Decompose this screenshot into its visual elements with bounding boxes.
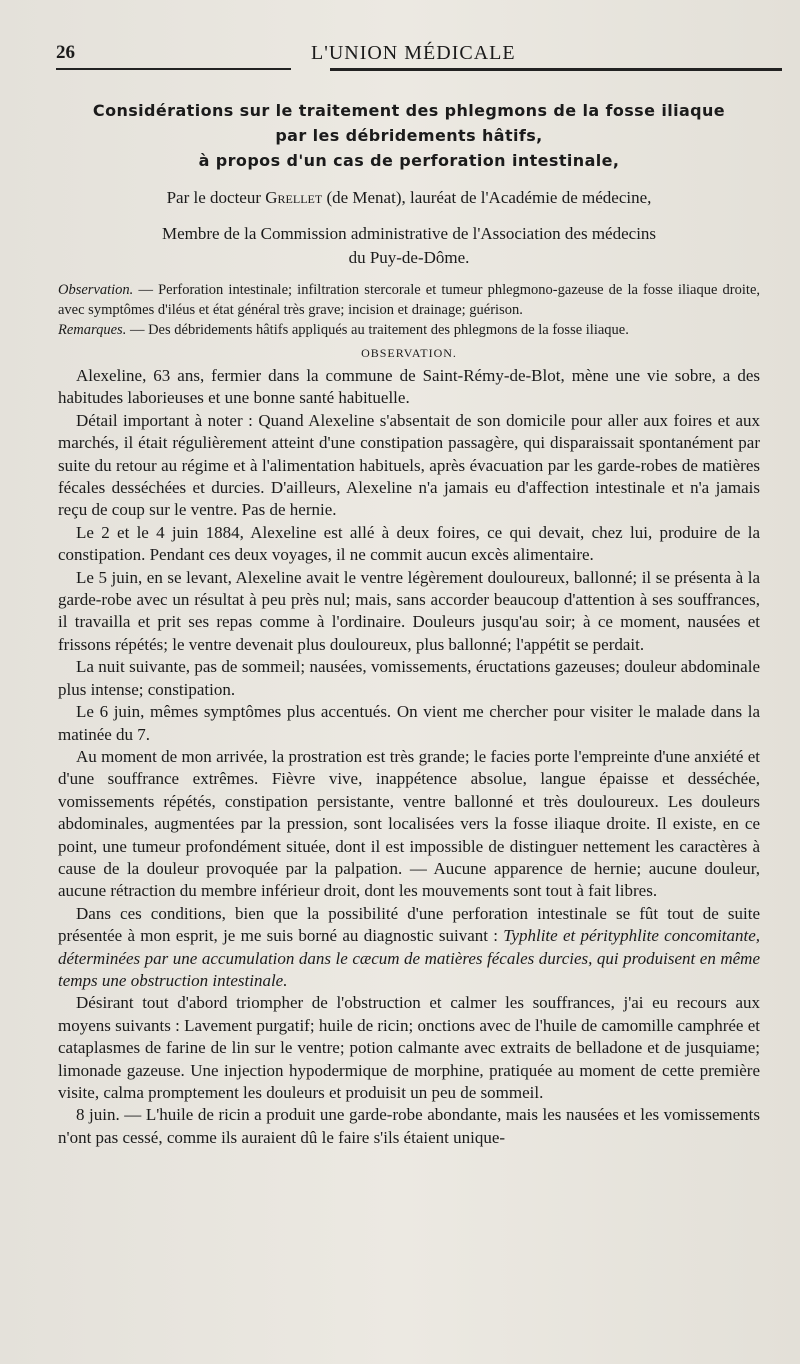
title-line: Considérations sur le traitement des phlegmons de la fosse iliaque [92,101,726,120]
membership-line: du Puy-de-Dôme. [348,248,470,267]
body-paragraph: Le 6 juin, mêmes symptômes plus accentués. On vient me chercher pour visiter le malade dans la matinée du 7. [58,702,760,744]
body-paragraph: Désirant tout d'abord triompher de l'obstruction et calmer les souffrances, j'ai eu recours aux moyens suivants : Lavement purgatif; huile de ricin; onctions avec de l'huile de camomille camphrée et cataplasmes de farine de lin sur le ventre; potion calmante avec extraits de belladone et de jusquiame; limonade gazeuse. Une injection hypodermique de morphine, pratiquée au moment de cette première visite, calma promptement les douleurs et produisit un peu de sommeil. [58,993,760,1102]
diagnosis-text: Dans ces conditions, bien que la possibilité d'une perforation intestinale se fût tout de suite présentée à mon esprit, je me suis borné au diagnostic suivant : [58,903,760,946]
byline-prefix: Par le docteur [166,188,266,207]
title-line: à propos d'un cas de perforation intestinale, [198,151,620,170]
diagnosis-italic: Typhlite et pérityphlite concomitante, déterminées par une accumulation dans le cæcum de matières fécales durcies, qui produisent en même temps une obstruction intestinale. [58,926,761,990]
title-line: par les débridements hâtifs, [275,126,543,145]
summary-remarques-lead: Remarques. [58,322,127,338]
author-membership [58,222,760,270]
author-name: Grellet [265,188,323,207]
summary-remarques [58,320,760,340]
summary-observation-text: — Perforation intestinale; infiltration stercorale et tumeur phlegmono-gazeuse de la fosse iliaque droite, avec symptômes d'iléus et état général très grave; incision et drainage; guérison. [58,282,760,318]
running-title: L'UNION MÉDICALE [311,42,516,64]
running-header [56,38,782,72]
header-rule-left [56,68,291,70]
summary-remarques-text: — Des débridements hâtifs appliqués au traitement des phlegmons de la fosse iliaque. [126,322,629,338]
article-title [58,98,760,173]
membership-line: Membre de la Commission administrative de l'Association des médecins [161,224,657,243]
header-rule-right [330,68,782,71]
body-paragraph: Au moment de mon arrivée, la prostration est très grande; le facies porte l'empreinte d'une anxiété et d'une souffrance extrêmes. Fièvre vive, inappétence absolue, langue épaisse et desséchée, vomissements répétés, constipation persistante, ventre ballonné et très douloureux. Les douleurs abdominales, augmentées par la pression, sont localisées vers la fosse iliaque droite. Il existe, en ce point, une tumeur profondément située, dont il est impossible de distinguer nettement les caractères à cause de la douleur provoquée par la palpation. — Aucune apparence de hernie; aucune douleur, aucune rétraction du membre inférieur droit, dont les mouvements sont tout à fait libres. [58,746,760,901]
body-paragraph: 8 juin. — L'huile de ricin a produit une garde-robe abondante, mais les nausées et les vomissements n'ont pas cessé, comme ils auraient dû le faire s'ils étaient unique- [58,1105,760,1147]
body-paragraph: Alexeline, 63 ans, fermier dans la commune de Saint-Rémy-de-Blot, mène une vie sobre, a des habitudes laborieuses et une bonne santé habituelle. [58,366,760,408]
byline [58,185,760,210]
body-paragraph: Détail important à noter : Quand Alexeline s'absentait de son domicile pour aller aux foires et aux marchés, il était régulièrement atteint d'une constipation passagère, qui disparaissait spontanément par suite du retour au régime et à l'alimentation habituels, après évacuation par les garde-robes de matières fécales desséchées et durcies. D'ailleurs, Alexeline n'a jamais eu d'affection intestinale et n'a jamais reçu de coup sur le ventre. Pas de hernie. [58,410,760,520]
summary-observation-lead: Observation. [58,282,134,298]
byline-suffix: (de Menat), lauréat de l'Académie de médecine, [322,188,652,207]
page-number: 26 [56,42,75,63]
body-paragraph: Le 2 et le 4 juin 1884, Alexeline est allé à deux foires, ce qui devait, chez lui, produire de la constipation. Pendant ces deux voyages, il ne commit aucun excès alimentaire. [58,522,760,565]
body-paragraph: La nuit suivante, pas de sommeil; nausées, vomissements, éructations gazeuses; douleur abdominale plus intense; constipation. [58,657,760,699]
section-heading: OBSERVATION. [361,346,457,360]
summary-observation [58,280,760,320]
article-body [58,365,760,1149]
article [58,98,760,1149]
body-paragraph: Le 5 juin, en se levant, Alexeline avait le ventre légèrement douloureux, ballonné; il se présenta à la garde-robe avec un résultat à peu près nul; mais, sans accorder beaucoup d'attention à ses souffrances, il travailla et prit ses repas comme à l'ordinaire. Douleurs jusqu'au soir; à ce moment, nausées et frissons répétés; le ventre devenait plus douloureux, plus ballonné; l'appétit se perdait. [58,567,760,654]
diagnosis-paragraph [58,903,760,993]
article-summary [58,280,760,340]
